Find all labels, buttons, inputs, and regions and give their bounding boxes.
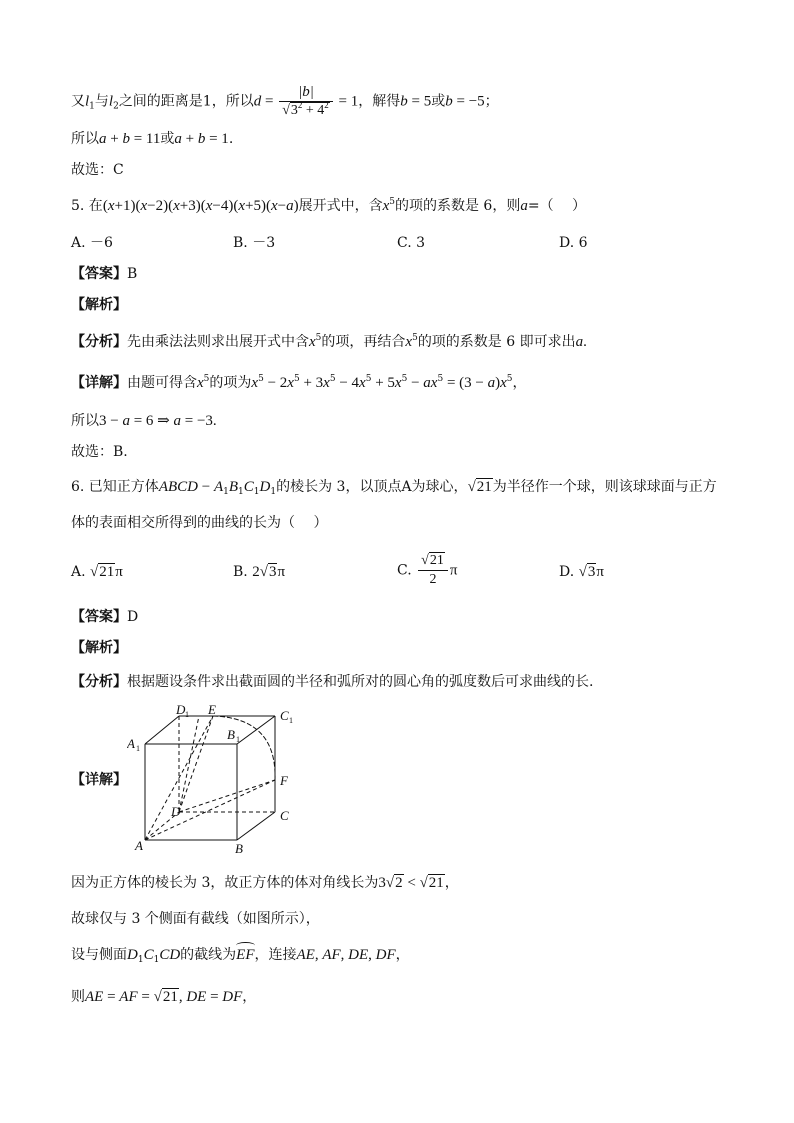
svg-text:1: 1	[185, 710, 189, 719]
q6-xiangjie-tag: 【详解】	[71, 772, 127, 788]
q6-text-2: 故球仅与 3 个侧面有截线（如图所示），	[71, 911, 320, 927]
q6-analysis-heading: 【解析】	[71, 640, 127, 656]
q6-text-4: 则AE = AF = √21, DE = DF，	[71, 989, 257, 1005]
question-6-line-2: 体的表面相交所得到的曲线的长为（ ）	[71, 515, 328, 531]
q5-option-d: D. 6	[559, 235, 588, 251]
label-a: A	[135, 838, 143, 853]
question-5: 5. 在(x+1)(x−2)(x+3)(x−4)(x+5)(x−a)展开式中，含$x^5$的项的系数是 6，则a=（ ）	[71, 197, 587, 214]
q5-option-c: C. 3	[397, 235, 426, 251]
label-b1: B	[227, 727, 235, 742]
paragraph-distance: 又$l_1$与$l_2$之间的距离是1，所以d = $\frac{|b|}{√3^2 + 4^2}$ = 1，解得b = 5或b = −5；	[71, 84, 499, 118]
label-f: F	[280, 773, 288, 788]
q5-analysis-heading: 【解析】	[71, 297, 127, 313]
svg-text:1: 1	[136, 744, 140, 753]
q6-option-c: C. $\frac{√21}{2}$ π	[397, 553, 458, 587]
label-d1: D	[176, 704, 186, 717]
label-d: D	[171, 804, 181, 819]
label-c: C	[280, 808, 289, 823]
question-6-line-1: 6. 已知正方体ABCD − $A_1B_1C_1D_1$的棱长为 3，以顶点A为球心，√21为半径作一个球，则该球球面与正方	[71, 479, 717, 497]
q5-option-b: B. －3	[233, 235, 276, 251]
q6-answer: 【答案】D	[71, 609, 139, 625]
paragraph-sum: 所以a + b = 11或a + b = 1.	[71, 131, 234, 147]
q5-result: 所以3 − a = 6 ⇒ a = −3.	[71, 413, 217, 429]
q6-option-b: B. 2√3π	[233, 564, 286, 580]
q5-xiangjie: 【详解】由题可得含$x^5$的项为$x^5 - 2x^5 + 3x^5 - 4x^5 + 5x^5 - ax^5 = (3 - a)x^5$，	[71, 374, 527, 391]
cube-figure	[127, 704, 307, 854]
q5-option-a: A. －6	[71, 235, 113, 251]
distance-fraction: $\frac{|b|}{√3^2 + 4^2}$	[279, 83, 333, 120]
q6-text-1: 因为正方体的棱长为 3，故正方体的体对角线长为3√2 < √21，	[71, 875, 459, 891]
q5-fenxi: 【分析】先由乘法法则求出展开式中含$x^5$的项，再结合$x^5$的项的系数是 6 即可求出a.	[71, 333, 587, 350]
svg-text:1: 1	[289, 716, 293, 725]
answer-choice-c: 故选：C	[71, 162, 124, 178]
q6-option-d: D. √3π	[559, 564, 604, 580]
q6-option-a: A. √21π	[71, 564, 123, 580]
label-c1: C	[280, 708, 289, 723]
q6-fenxi: 【分析】根据题设条件求出截面圆的半径和弧所对的圆心角的弧度数后可求曲线的长.	[71, 674, 594, 690]
q6-text-3: 设与侧面$D_1C_1CD$的截线为EF，连接AE, AF, DE, DF，	[71, 947, 410, 965]
q5-choice: 故选：B.	[71, 444, 128, 460]
svg-text:1: 1	[236, 735, 240, 744]
label-b: B	[235, 841, 243, 854]
q5-answer: 【答案】B	[71, 266, 138, 282]
label-e: E	[208, 704, 216, 717]
label-a1: A	[127, 736, 135, 751]
